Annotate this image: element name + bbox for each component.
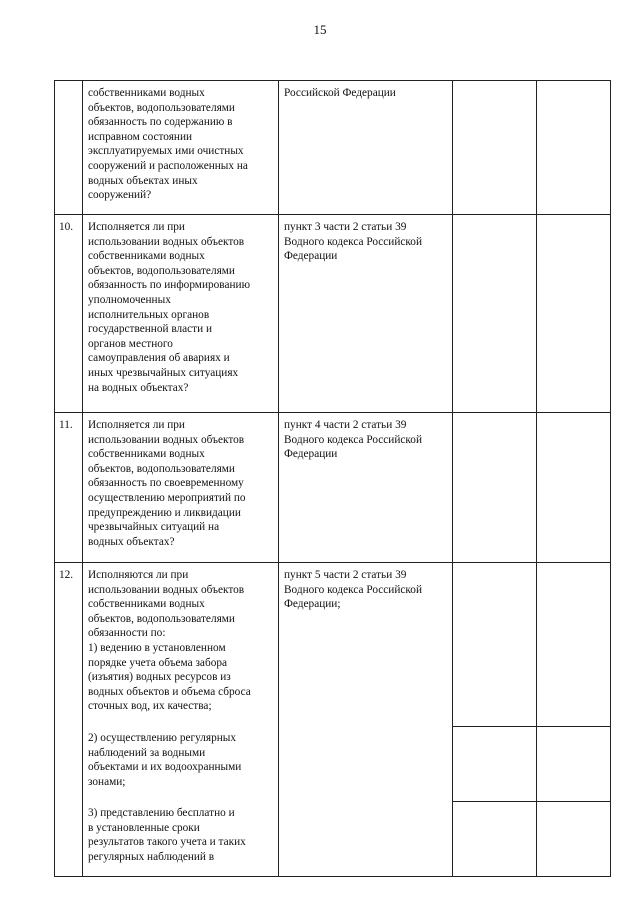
answer-cell[interactable] [453, 563, 537, 727]
legal-reference: пункт 3 части 2 статьи 39 Водного кодекса Российской Федерации [279, 215, 453, 413]
row-number [55, 81, 83, 215]
legal-reference: пункт 5 части 2 статьи 39 Водного кодекса Российской Федерации; [279, 563, 453, 727]
requirement-question: собственниками водных объектов, водопользователями обязанность по содержанию в исправном состоянии эксплуатируемых ими очистных сооружений и расположенных на водных объектах иных сооружений? [83, 81, 279, 215]
row-number: 12. [55, 563, 83, 727]
table-row [55, 215, 611, 413]
answer-cell[interactable] [453, 413, 537, 563]
note-cell[interactable] [537, 81, 611, 215]
note-cell[interactable] [537, 801, 611, 877]
legal-reference [279, 726, 453, 801]
requirement-subitem: 2) осуществлению регулярных наблюдений за водными объектами и их водоохранными зонами; [83, 726, 279, 801]
legal-reference: пункт 4 части 2 статьи 39 Водного кодекса Российской Федерации [279, 413, 453, 563]
requirement-question: Исполняется ли при использовании водных объектов собственниками водных объектов, водопользователями обязанность по информированию уполномоченных исполнительных органов государственной власти и органов местного самоуправления об авариях и иных чрезвычайных ситуациях на водных объектах? [83, 215, 279, 413]
answer-cell[interactable] [453, 726, 537, 801]
note-cell[interactable] [537, 215, 611, 413]
answer-cell[interactable] [453, 81, 537, 215]
table-row [55, 563, 611, 727]
table-row [55, 801, 611, 877]
requirement-question: Исполняется ли при использовании водных объектов собственниками водных объектов, водопользователями обязанность по своевременному осуществлению мероприятий по предупреждению и ликвидации чрезвычайных ситуаций на водных объектах? [83, 413, 279, 563]
answer-cell[interactable] [453, 215, 537, 413]
requirement-subitem: 3) представлению бесплатно и в установленные сроки результатов такого учета и таких регулярных наблюдений в [83, 801, 279, 877]
row-number: 10. [55, 215, 83, 413]
note-cell[interactable] [537, 726, 611, 801]
row-number [55, 726, 83, 801]
note-cell[interactable] [537, 563, 611, 727]
checklist-table [54, 80, 611, 877]
table-row [55, 413, 611, 563]
requirement-question: Исполняются ли при использовании водных объектов собственниками водных объектов, водопользователями обязанности по: 1) ведению в установленном порядке учета объема забора (изъятия) водных ресурсов из водных объектов и объема сброса сточных вод, их качества; [83, 563, 279, 727]
answer-cell[interactable] [453, 801, 537, 877]
legal-reference: Российской Федерации [279, 81, 453, 215]
row-number [55, 801, 83, 877]
table-row [55, 81, 611, 215]
row-number: 11. [55, 413, 83, 563]
note-cell[interactable] [537, 413, 611, 563]
legal-reference [279, 801, 453, 877]
page-number: 15 [313, 22, 327, 37]
table-row [55, 726, 611, 801]
